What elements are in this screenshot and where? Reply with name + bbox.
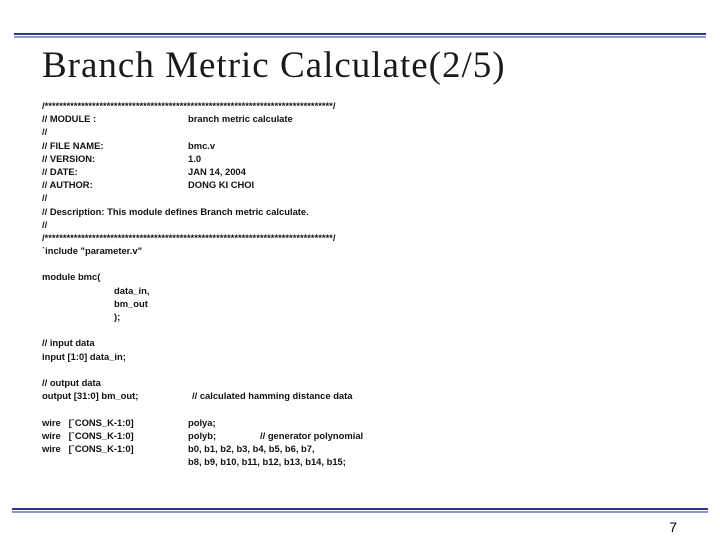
code-line: [42, 205, 682, 218]
code-line: [42, 178, 682, 191]
page-number: 7: [669, 519, 677, 535]
slide-title: Branch Metric Calculate(2/5): [42, 45, 506, 86]
separator-bottom: /*******************************************************************************/: [42, 231, 336, 243]
input-comment: // input data: [42, 337, 95, 349]
code-line: [42, 244, 682, 257]
version-label: // VERSION:: [42, 152, 96, 164]
separator-top: /*******************************************************************************/: [42, 100, 336, 111]
description-line: // Description: This module defines Branch metric calculate.: [42, 205, 309, 217]
code-line: [42, 112, 682, 125]
wire-declaration: wire [`CONS_K-1:0]: [42, 429, 134, 441]
version-value: 1.0: [188, 152, 202, 164]
module-value: branch metric calculate: [188, 113, 293, 125]
author-value: DONG KI CHOI: [188, 179, 255, 191]
output-note: // calculated hamming distance data: [192, 390, 353, 402]
code-line: [42, 389, 682, 402]
file-name-value: bmc.v: [188, 139, 216, 151]
wire-comment: // generator polynomial: [260, 429, 364, 441]
code-line: [42, 191, 682, 204]
code-line: [42, 429, 682, 442]
code-line: [42, 284, 682, 297]
code-line: [42, 165, 682, 178]
include-line: `include "parameter.v": [42, 245, 143, 257]
code-line: [42, 231, 682, 244]
module-label: // MODULE :: [42, 113, 97, 125]
bottom-rule: [12, 508, 708, 513]
code-line: [42, 297, 682, 310]
code-line: [42, 99, 682, 112]
code-line: [42, 376, 682, 389]
code-line: [42, 336, 682, 349]
code-line: [42, 455, 682, 468]
date-label: // DATE:: [42, 165, 78, 177]
code-line: [42, 218, 682, 231]
wire-declaration: wire [`CONS_K-1:0]: [42, 442, 134, 454]
port-data-in: data_in,: [114, 284, 150, 296]
code-line: [42, 310, 682, 323]
author-label: // AUTHOR:: [42, 179, 93, 191]
code-line: [42, 139, 682, 152]
output-declaration: output [31:0] bm_out;: [42, 390, 139, 402]
blank-comment: //: [42, 126, 48, 138]
code-line: [42, 270, 682, 283]
wire-names: polyb;: [188, 429, 217, 441]
wire-names: polya;: [188, 416, 216, 428]
module-declaration: module bmc(: [42, 271, 101, 283]
code-line: [42, 350, 682, 363]
wire-names: b0, b1, b2, b3, b4, b5, b6, b7,: [188, 442, 315, 454]
port-close: );: [114, 311, 121, 322]
output-comment: // output data: [42, 376, 101, 388]
code-listing: [42, 99, 682, 468]
blank-comment: //: [42, 218, 48, 230]
blank-comment: //: [42, 192, 48, 204]
date-value: JAN 14, 2004: [188, 165, 246, 177]
wire-names-continued: b8, b9, b10, b11, b12, b13, b14, b15;: [188, 456, 346, 468]
wire-declaration: wire [`CONS_K-1:0]: [42, 416, 134, 428]
code-line: [42, 152, 682, 165]
top-rule: [14, 33, 706, 38]
port-bm-out: bm_out: [114, 297, 148, 309]
code-line: [42, 125, 682, 138]
input-declaration: input [1:0] data_in;: [42, 350, 126, 362]
file-name-label: // FILE NAME:: [42, 139, 104, 151]
code-line: [42, 416, 682, 429]
code-line: [42, 442, 682, 455]
